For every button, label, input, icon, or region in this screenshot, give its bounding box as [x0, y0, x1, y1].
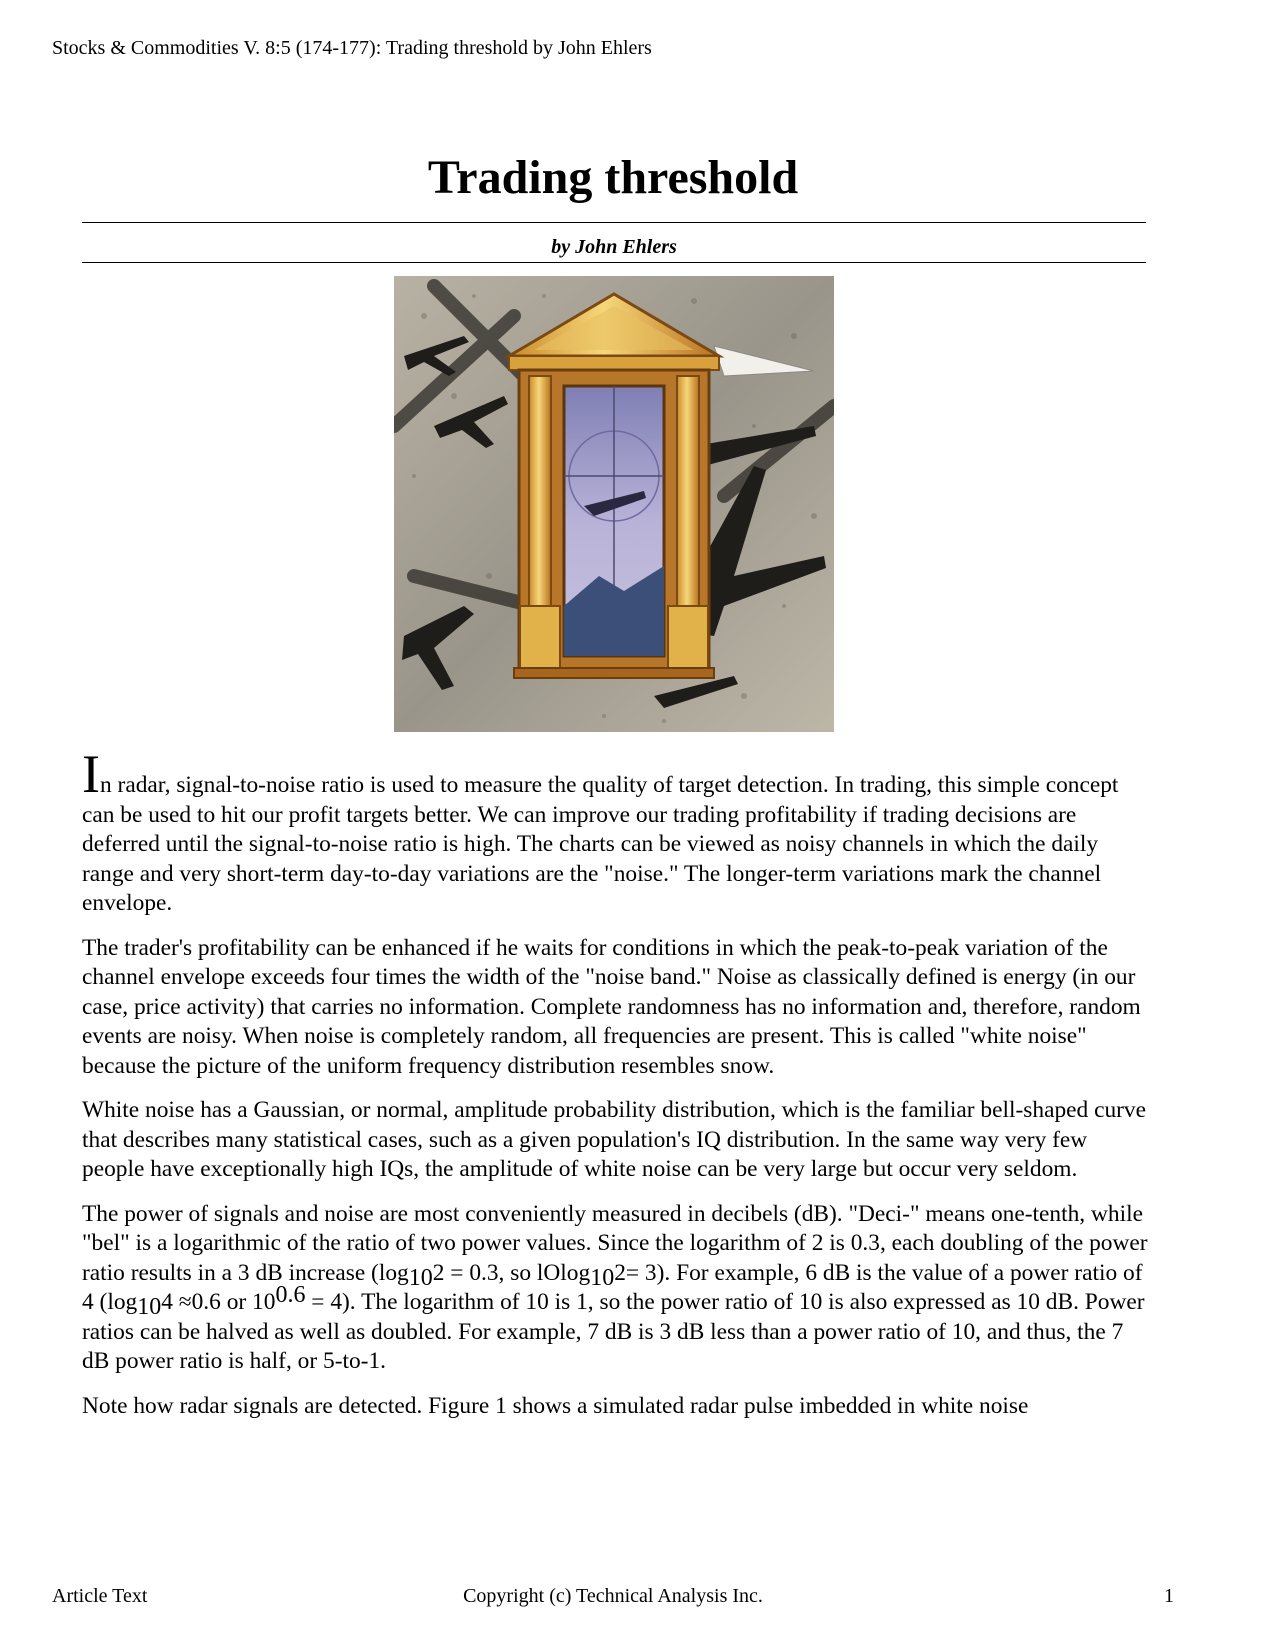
- paragraph-1-text: n radar, signal-to-noise ratio is used to measure the quality of target detection. In trading, this simple concept can be used to hit our profit targets better. We can improve our trading profitability if trading decisions are deferred until the signal-to-noise ratio is high. The charts can be viewed as noisy channels in which the daily range and very short-term day-to-day variations are the "noise." The longer-term variations mark the channel envelope.: [82, 772, 1119, 916]
- log-base-subscript: 10: [408, 1264, 433, 1291]
- byline-bottom-rule: [82, 262, 1146, 263]
- article-title: Trading threshold: [427, 151, 799, 204]
- p4-text-5: = 4). The logarithm of 10 is 1, so the power ratio of 10 is also expressed as 10 dB. Power ratios can be halved as well as doubled. For example, 7 dB is 3 dB less than a power ratio of 10, and thus, the 7 dB power ratio is half, or 5-to-1.: [82, 1289, 1145, 1374]
- exponent-superscript: 0.6: [275, 1282, 306, 1308]
- p4-text-3: 2= 3). For example, 6 dB is the value of a power ratio of 4 (log: [82, 1259, 1143, 1315]
- running-head: Stocks & Commodities V. 8:5 (174-177): Trading threshold by John Ehlers: [52, 37, 652, 59]
- byline-top-rule: [82, 222, 1146, 223]
- article-paragraph-3: White noise has a Gaussian, or normal, amplitude probability distribution, which is the familiar bell-shaped curve that describes many statistical cases, such as a given population's IQ distribution. In the same way very few people have exceptionally high IQs, the amplitude of white noise can be very large but occur very seldom.: [82, 1097, 1147, 1182]
- footer-copyright: Copyright (c) Technical Analysis Inc.: [463, 1585, 763, 1607]
- article-body: [82, 744, 1148, 1436]
- article-paragraph-5: Note how radar signals are detected. Figure 1 shows a simulated radar pulse imbedded in white noise: [82, 1392, 1029, 1419]
- p4-text-1: The power of signals and noise are most conveniently measured in decibels (dB). "Deci-" means one-tenth, while "bel" is a logarithmic of the ratio of two power values. Since the logarithm of 2 is 0.3, each doubling of the power ratio results in a 3 dB increase (log: [82, 1200, 1148, 1286]
- page-number: 1: [1164, 1585, 1174, 1607]
- footer-section-label: Article Text: [52, 1585, 148, 1607]
- article-byline: by John Ehlers: [551, 236, 677, 258]
- article-paragraph-2: The trader's profitability can be enhanced if he waits for conditions in which the peak-to-peak variation of the channel envelope exceeds four times the width of the "noise band." Noise as classically defined is energy (in our case, price activity) that carries no information. Complete randomness has no information and, therefore, random events are noisy. When noise is completely random, all frequencies are present. This is called "white noise" because the picture of the uniform frequency distribution resembles snow.: [82, 934, 1141, 1079]
- p4-text-4: 4 ≈0.6 or 10: [161, 1289, 276, 1315]
- p4-text-2: 2 = 0.3, so lOlog: [432, 1259, 591, 1286]
- article-paragraph-4: [82, 1200, 1148, 1377]
- drop-cap: I: [82, 744, 100, 804]
- temple-doorway-illustration-image: [394, 276, 834, 732]
- log-base-subscript: 10: [590, 1264, 615, 1291]
- article-paragraph-1: [82, 744, 1148, 919]
- log-base-subscript: 10: [137, 1294, 162, 1320]
